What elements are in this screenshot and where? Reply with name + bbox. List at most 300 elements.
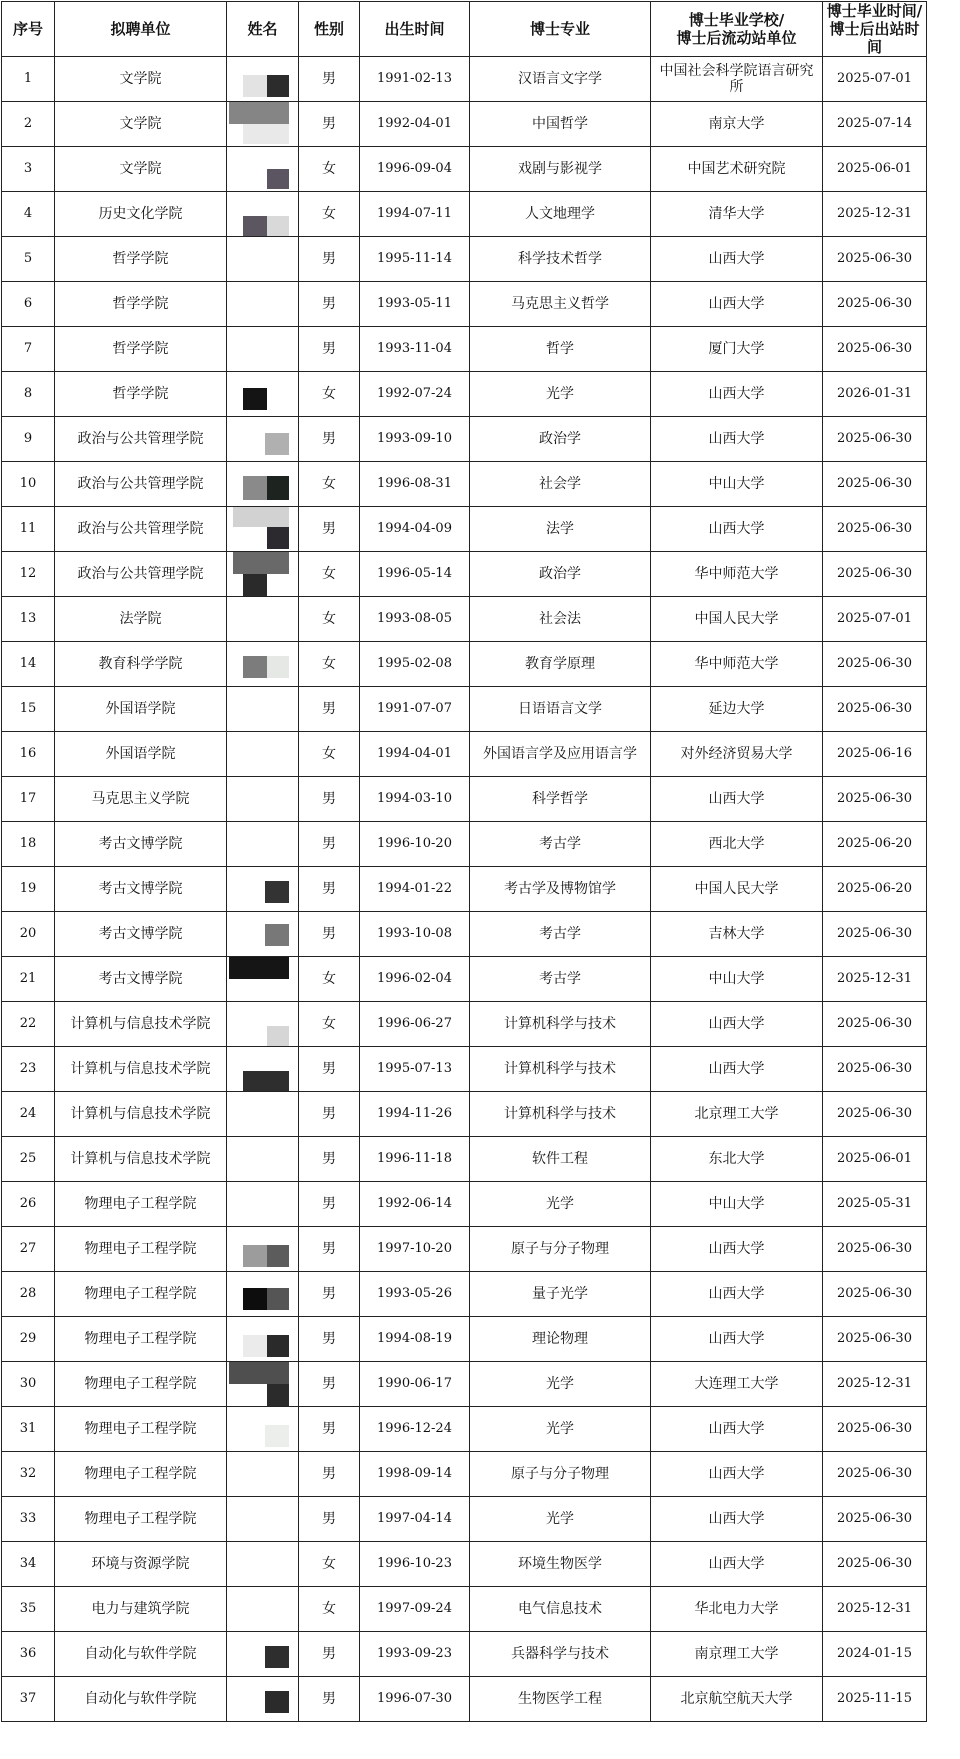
row-birth-date: 1993-10-08 xyxy=(360,912,470,957)
row-seq: 27 xyxy=(2,1227,55,1272)
row-birth-date: 1992-04-01 xyxy=(360,102,470,147)
row-birth-date: 1996-06-27 xyxy=(360,1002,470,1047)
row-name-redacted xyxy=(227,57,299,102)
table-row xyxy=(2,417,927,462)
row-birth-date: 1997-10-20 xyxy=(360,1227,470,1272)
row-grad-date: 2025-12-31 xyxy=(823,1587,927,1632)
row-birth-date: 1993-05-26 xyxy=(360,1272,470,1317)
row-school: 吉林大学 xyxy=(651,912,823,957)
row-major: 计算机科学与技术 xyxy=(470,1002,651,1047)
row-unit: 自动化与软件学院 xyxy=(55,1677,227,1722)
row-name-redacted xyxy=(227,1677,299,1722)
row-birth-date: 1996-05-14 xyxy=(360,552,470,597)
name-redaction-mosaic xyxy=(267,476,289,500)
row-grad-date: 2025-06-30 xyxy=(823,507,927,552)
table-row xyxy=(2,732,927,777)
row-seq: 17 xyxy=(2,777,55,822)
row-unit: 考古文博学院 xyxy=(55,912,227,957)
table-row xyxy=(2,102,927,147)
postdoc-recruitment-table xyxy=(1,1,927,1722)
row-gender: 男 xyxy=(299,1047,360,1092)
row-school: 中国人民大学 xyxy=(651,867,823,912)
row-name-redacted xyxy=(227,1632,299,1677)
header-seq: 序号 xyxy=(2,2,55,57)
row-major: 原子与分子物理 xyxy=(470,1227,651,1272)
row-gender: 男 xyxy=(299,867,360,912)
row-unit: 计算机与信息技术学院 xyxy=(55,1092,227,1137)
row-seq: 18 xyxy=(2,822,55,867)
row-school: 东北大学 xyxy=(651,1137,823,1182)
row-school: 山西大学 xyxy=(651,1407,823,1452)
row-major: 光学 xyxy=(470,1407,651,1452)
row-name-redacted xyxy=(227,282,299,327)
row-major: 哲学 xyxy=(470,327,651,372)
table-row xyxy=(2,642,927,687)
name-redaction-mosaic xyxy=(243,124,289,144)
row-school: 山西大学 xyxy=(651,1317,823,1362)
row-gender: 男 xyxy=(299,1362,360,1407)
name-redaction-mosaic xyxy=(267,1335,289,1357)
row-unit: 物理电子工程学院 xyxy=(55,1452,227,1497)
row-school: 西北大学 xyxy=(651,822,823,867)
row-seq: 21 xyxy=(2,957,55,1002)
table-row xyxy=(2,507,927,552)
row-birth-date: 1996-07-30 xyxy=(360,1677,470,1722)
row-grad-date: 2025-06-30 xyxy=(823,327,927,372)
row-name-redacted xyxy=(227,957,299,1002)
row-school: 中国社会科学院语言研究所 xyxy=(651,57,823,102)
row-school: 中国艺术研究院 xyxy=(651,147,823,192)
table-row xyxy=(2,327,927,372)
row-birth-date: 1994-01-22 xyxy=(360,867,470,912)
row-grad-date: 2025-11-15 xyxy=(823,1677,927,1722)
row-unit: 自动化与软件学院 xyxy=(55,1632,227,1677)
row-gender: 女 xyxy=(299,552,360,597)
row-seq: 22 xyxy=(2,1002,55,1047)
row-major: 科学哲学 xyxy=(470,777,651,822)
row-school: 山西大学 xyxy=(651,1542,823,1587)
row-gender: 男 xyxy=(299,507,360,552)
row-gender: 男 xyxy=(299,1407,360,1452)
row-name-redacted xyxy=(227,687,299,732)
row-birth-date: 1992-07-24 xyxy=(360,372,470,417)
row-unit: 文学院 xyxy=(55,102,227,147)
row-name-redacted xyxy=(227,147,299,192)
row-major: 光学 xyxy=(470,1362,651,1407)
name-redaction-mosaic xyxy=(267,75,289,97)
row-name-redacted xyxy=(227,1317,299,1362)
row-gender: 女 xyxy=(299,957,360,1002)
row-unit: 物理电子工程学院 xyxy=(55,1407,227,1452)
row-unit: 政治与公共管理学院 xyxy=(55,507,227,552)
row-unit: 考古文博学院 xyxy=(55,867,227,912)
row-gender: 男 xyxy=(299,57,360,102)
row-gender: 女 xyxy=(299,597,360,642)
row-school: 南京理工大学 xyxy=(651,1632,823,1677)
row-grad-date: 2025-06-16 xyxy=(823,732,927,777)
row-name-redacted xyxy=(227,1137,299,1182)
row-name-redacted xyxy=(227,372,299,417)
row-unit: 考古文博学院 xyxy=(55,822,227,867)
row-grad-date: 2025-07-01 xyxy=(823,597,927,642)
header-grad xyxy=(823,2,927,57)
row-seq: 11 xyxy=(2,507,55,552)
row-name-redacted xyxy=(227,552,299,597)
row-school: 山西大学 xyxy=(651,507,823,552)
name-redaction-mosaic xyxy=(267,656,289,678)
header-school-line-2: 博士后流动站单位 xyxy=(676,29,797,47)
row-unit: 计算机与信息技术学院 xyxy=(55,1002,227,1047)
row-school: 北京航空航天大学 xyxy=(651,1677,823,1722)
row-grad-date: 2025-06-30 xyxy=(823,1407,927,1452)
row-major: 社会法 xyxy=(470,597,651,642)
row-school: 对外经济贸易大学 xyxy=(651,732,823,777)
table-row xyxy=(2,912,927,957)
row-name-redacted xyxy=(227,732,299,777)
row-school: 山西大学 xyxy=(651,1497,823,1542)
row-gender: 男 xyxy=(299,912,360,957)
row-seq: 14 xyxy=(2,642,55,687)
row-grad-date: 2025-06-30 xyxy=(823,282,927,327)
row-birth-date: 1993-09-23 xyxy=(360,1632,470,1677)
row-grad-date: 2026-01-31 xyxy=(823,372,927,417)
row-seq: 35 xyxy=(2,1587,55,1632)
row-grad-date: 2025-06-30 xyxy=(823,1092,927,1137)
row-grad-date: 2025-06-01 xyxy=(823,147,927,192)
row-seq: 29 xyxy=(2,1317,55,1362)
row-name-redacted xyxy=(227,1407,299,1452)
row-major: 日语语言文学 xyxy=(470,687,651,732)
row-school: 山西大学 xyxy=(651,282,823,327)
row-school: 山西大学 xyxy=(651,777,823,822)
row-major: 中国哲学 xyxy=(470,102,651,147)
table-row xyxy=(2,1002,927,1047)
row-gender: 女 xyxy=(299,1587,360,1632)
row-major: 原子与分子物理 xyxy=(470,1452,651,1497)
row-unit: 物理电子工程学院 xyxy=(55,1362,227,1407)
row-school: 山西大学 xyxy=(651,237,823,282)
row-grad-date: 2025-06-30 xyxy=(823,417,927,462)
row-seq: 7 xyxy=(2,327,55,372)
name-redaction-mosaic xyxy=(267,216,289,236)
row-school: 山西大学 xyxy=(651,1227,823,1272)
row-major: 政治学 xyxy=(470,417,651,462)
name-redaction-mosaic xyxy=(229,1362,289,1384)
table-row xyxy=(2,1047,927,1092)
row-birth-date: 1994-04-01 xyxy=(360,732,470,777)
name-redaction-mosaic xyxy=(265,881,289,903)
row-name-redacted xyxy=(227,1452,299,1497)
row-seq: 5 xyxy=(2,237,55,282)
row-seq: 36 xyxy=(2,1632,55,1677)
row-name-redacted xyxy=(227,327,299,372)
table-row xyxy=(2,1587,927,1632)
row-major: 社会学 xyxy=(470,462,651,507)
row-school: 清华大学 xyxy=(651,192,823,237)
table-row xyxy=(2,1182,927,1227)
row-seq: 23 xyxy=(2,1047,55,1092)
row-grad-date: 2025-06-30 xyxy=(823,1497,927,1542)
row-major: 人文地理学 xyxy=(470,192,651,237)
row-grad-date: 2025-06-30 xyxy=(823,552,927,597)
row-unit: 外国语学院 xyxy=(55,687,227,732)
row-name-redacted xyxy=(227,507,299,552)
row-grad-date: 2025-06-30 xyxy=(823,237,927,282)
row-birth-date: 1995-02-08 xyxy=(360,642,470,687)
row-school: 华北电力大学 xyxy=(651,1587,823,1632)
row-seq: 20 xyxy=(2,912,55,957)
header-gender: 性别 xyxy=(299,2,360,57)
row-unit: 环境与资源学院 xyxy=(55,1542,227,1587)
row-major: 考古学 xyxy=(470,912,651,957)
row-gender: 男 xyxy=(299,1677,360,1722)
row-grad-date: 2025-05-31 xyxy=(823,1182,927,1227)
row-birth-date: 1993-05-11 xyxy=(360,282,470,327)
row-seq: 10 xyxy=(2,462,55,507)
row-school: 山西大学 xyxy=(651,1452,823,1497)
row-gender: 女 xyxy=(299,462,360,507)
row-name-redacted xyxy=(227,237,299,282)
row-unit: 外国语学院 xyxy=(55,732,227,777)
row-school: 中山大学 xyxy=(651,1182,823,1227)
row-name-redacted xyxy=(227,1182,299,1227)
name-redaction-mosaic xyxy=(265,1691,289,1713)
row-gender: 男 xyxy=(299,1182,360,1227)
row-birth-date: 1997-09-24 xyxy=(360,1587,470,1632)
header-school-line-1: 博士毕业学校/ xyxy=(688,11,785,29)
table-header-row xyxy=(2,2,927,57)
row-unit: 政治与公共管理学院 xyxy=(55,462,227,507)
row-major: 光学 xyxy=(470,1182,651,1227)
row-seq: 37 xyxy=(2,1677,55,1722)
table-row xyxy=(2,687,927,732)
row-grad-date: 2025-12-31 xyxy=(823,957,927,1002)
row-grad-date: 2025-07-14 xyxy=(823,102,927,147)
row-birth-date: 1996-08-31 xyxy=(360,462,470,507)
row-gender: 男 xyxy=(299,282,360,327)
row-school: 中山大学 xyxy=(651,462,823,507)
header-grad-line-2: 博士后出站时间 xyxy=(829,20,920,56)
name-redaction-mosaic xyxy=(229,957,289,979)
row-seq: 34 xyxy=(2,1542,55,1587)
row-name-redacted xyxy=(227,867,299,912)
row-unit: 考古文博学院 xyxy=(55,957,227,1002)
row-gender: 女 xyxy=(299,192,360,237)
row-unit: 物理电子工程学院 xyxy=(55,1272,227,1317)
row-birth-date: 1994-11-26 xyxy=(360,1092,470,1137)
row-grad-date: 2025-06-30 xyxy=(823,1227,927,1272)
row-grad-date: 2025-06-30 xyxy=(823,1047,927,1092)
row-major: 法学 xyxy=(470,507,651,552)
row-seq: 12 xyxy=(2,552,55,597)
row-unit: 物理电子工程学院 xyxy=(55,1497,227,1542)
name-redaction-mosaic xyxy=(265,1425,289,1447)
name-redaction-mosaic xyxy=(265,433,289,455)
row-grad-date: 2024-01-15 xyxy=(823,1632,927,1677)
row-seq: 31 xyxy=(2,1407,55,1452)
row-birth-date: 1992-06-14 xyxy=(360,1182,470,1227)
row-name-redacted xyxy=(227,417,299,462)
row-major: 环境生物医学 xyxy=(470,1542,651,1587)
row-gender: 男 xyxy=(299,1497,360,1542)
table-row xyxy=(2,57,927,102)
row-seq: 33 xyxy=(2,1497,55,1542)
row-birth-date: 1991-07-07 xyxy=(360,687,470,732)
header-unit: 拟聘单位 xyxy=(55,2,227,57)
table-row xyxy=(2,1137,927,1182)
row-birth-date: 1993-11-04 xyxy=(360,327,470,372)
row-unit: 物理电子工程学院 xyxy=(55,1317,227,1362)
row-seq: 6 xyxy=(2,282,55,327)
row-gender: 女 xyxy=(299,642,360,687)
row-unit: 物理电子工程学院 xyxy=(55,1182,227,1227)
row-grad-date: 2025-06-30 xyxy=(823,1272,927,1317)
row-grad-date: 2025-06-30 xyxy=(823,462,927,507)
row-seq: 25 xyxy=(2,1137,55,1182)
row-birth-date: 1996-12-24 xyxy=(360,1407,470,1452)
recruitment-table-sheet xyxy=(1,1,926,1722)
row-gender: 男 xyxy=(299,417,360,462)
name-redaction-mosaic xyxy=(243,476,267,500)
row-major: 电气信息技术 xyxy=(470,1587,651,1632)
row-major: 兵器科学与技术 xyxy=(470,1632,651,1677)
row-school: 山西大学 xyxy=(651,1272,823,1317)
row-major: 戏剧与影视学 xyxy=(470,147,651,192)
row-major: 理论物理 xyxy=(470,1317,651,1362)
row-unit: 历史文化学院 xyxy=(55,192,227,237)
row-name-redacted xyxy=(227,912,299,957)
row-grad-date: 2025-06-01 xyxy=(823,1137,927,1182)
row-seq: 15 xyxy=(2,687,55,732)
row-name-redacted xyxy=(227,1092,299,1137)
row-gender: 女 xyxy=(299,147,360,192)
table-row xyxy=(2,777,927,822)
row-birth-date: 1994-07-11 xyxy=(360,192,470,237)
name-redaction-mosaic xyxy=(267,169,289,189)
row-unit: 哲学学院 xyxy=(55,372,227,417)
row-name-redacted xyxy=(227,102,299,147)
row-grad-date: 2025-06-30 xyxy=(823,912,927,957)
row-gender: 女 xyxy=(299,732,360,777)
name-redaction-mosaic xyxy=(267,527,289,549)
table-row xyxy=(2,1542,927,1587)
row-unit: 哲学学院 xyxy=(55,282,227,327)
name-redaction-mosaic xyxy=(243,388,267,410)
header-grad-line-1: 博士毕业时间/ xyxy=(826,2,923,20)
row-unit: 哲学学院 xyxy=(55,327,227,372)
row-birth-date: 1994-04-09 xyxy=(360,507,470,552)
row-name-redacted xyxy=(227,1587,299,1632)
row-unit: 教育科学学院 xyxy=(55,642,227,687)
row-major: 马克思主义哲学 xyxy=(470,282,651,327)
row-seq: 13 xyxy=(2,597,55,642)
row-name-redacted xyxy=(227,1272,299,1317)
row-gender: 男 xyxy=(299,1452,360,1497)
table-row xyxy=(2,597,927,642)
name-redaction-mosaic xyxy=(233,552,289,574)
row-name-redacted xyxy=(227,642,299,687)
name-redaction-mosaic xyxy=(233,507,289,527)
row-unit: 政治与公共管理学院 xyxy=(55,552,227,597)
row-grad-date: 2025-07-01 xyxy=(823,57,927,102)
header-birth: 出生时间 xyxy=(360,2,470,57)
row-unit: 文学院 xyxy=(55,57,227,102)
row-grad-date: 2025-06-30 xyxy=(823,1452,927,1497)
row-gender: 男 xyxy=(299,1632,360,1677)
row-school: 北京理工大学 xyxy=(651,1092,823,1137)
row-school: 厦门大学 xyxy=(651,327,823,372)
row-seq: 24 xyxy=(2,1092,55,1137)
row-seq: 3 xyxy=(2,147,55,192)
row-grad-date: 2025-06-30 xyxy=(823,687,927,732)
table-row xyxy=(2,1272,927,1317)
row-gender: 男 xyxy=(299,237,360,282)
name-redaction-mosaic xyxy=(265,924,289,946)
row-major: 考古学 xyxy=(470,822,651,867)
name-redaction-mosaic xyxy=(229,102,289,124)
row-gender: 男 xyxy=(299,777,360,822)
row-gender: 男 xyxy=(299,327,360,372)
row-seq: 2 xyxy=(2,102,55,147)
table-row xyxy=(2,237,927,282)
row-major: 外国语言学及应用语言学 xyxy=(470,732,651,777)
row-birth-date: 1990-06-17 xyxy=(360,1362,470,1407)
table-row xyxy=(2,1227,927,1272)
row-name-redacted xyxy=(227,1542,299,1587)
row-gender: 男 xyxy=(299,822,360,867)
table-row xyxy=(2,1317,927,1362)
table-row xyxy=(2,372,927,417)
table-row xyxy=(2,1497,927,1542)
row-gender: 男 xyxy=(299,1317,360,1362)
row-birth-date: 1994-03-10 xyxy=(360,777,470,822)
row-major: 计算机科学与技术 xyxy=(470,1047,651,1092)
row-unit: 文学院 xyxy=(55,147,227,192)
row-seq: 26 xyxy=(2,1182,55,1227)
row-major: 计算机科学与技术 xyxy=(470,1092,651,1137)
name-redaction-mosaic xyxy=(267,1384,289,1406)
name-redaction-mosaic xyxy=(243,574,267,596)
header-name: 姓名 xyxy=(227,2,299,57)
row-major: 教育学原理 xyxy=(470,642,651,687)
row-school: 山西大学 xyxy=(651,1002,823,1047)
table-body xyxy=(2,57,927,1722)
row-seq: 9 xyxy=(2,417,55,462)
name-redaction-mosaic xyxy=(243,75,267,97)
name-redaction-mosaic xyxy=(243,656,267,678)
name-redaction-mosaic xyxy=(243,1335,267,1357)
row-birth-date: 1996-10-20 xyxy=(360,822,470,867)
row-grad-date: 2025-06-30 xyxy=(823,642,927,687)
row-seq: 28 xyxy=(2,1272,55,1317)
row-name-redacted xyxy=(227,1362,299,1407)
row-unit: 法学院 xyxy=(55,597,227,642)
name-redaction-mosaic xyxy=(243,216,267,236)
row-seq: 1 xyxy=(2,57,55,102)
table-row xyxy=(2,1677,927,1722)
row-gender: 男 xyxy=(299,1227,360,1272)
row-major: 软件工程 xyxy=(470,1137,651,1182)
row-birth-date: 1991-02-13 xyxy=(360,57,470,102)
table-row xyxy=(2,1092,927,1137)
row-school: 山西大学 xyxy=(651,417,823,462)
row-birth-date: 1995-11-14 xyxy=(360,237,470,282)
row-major: 光学 xyxy=(470,372,651,417)
row-unit: 马克思主义学院 xyxy=(55,777,227,822)
row-gender: 男 xyxy=(299,1137,360,1182)
name-redaction-mosaic xyxy=(243,1245,267,1267)
row-gender: 女 xyxy=(299,1542,360,1587)
